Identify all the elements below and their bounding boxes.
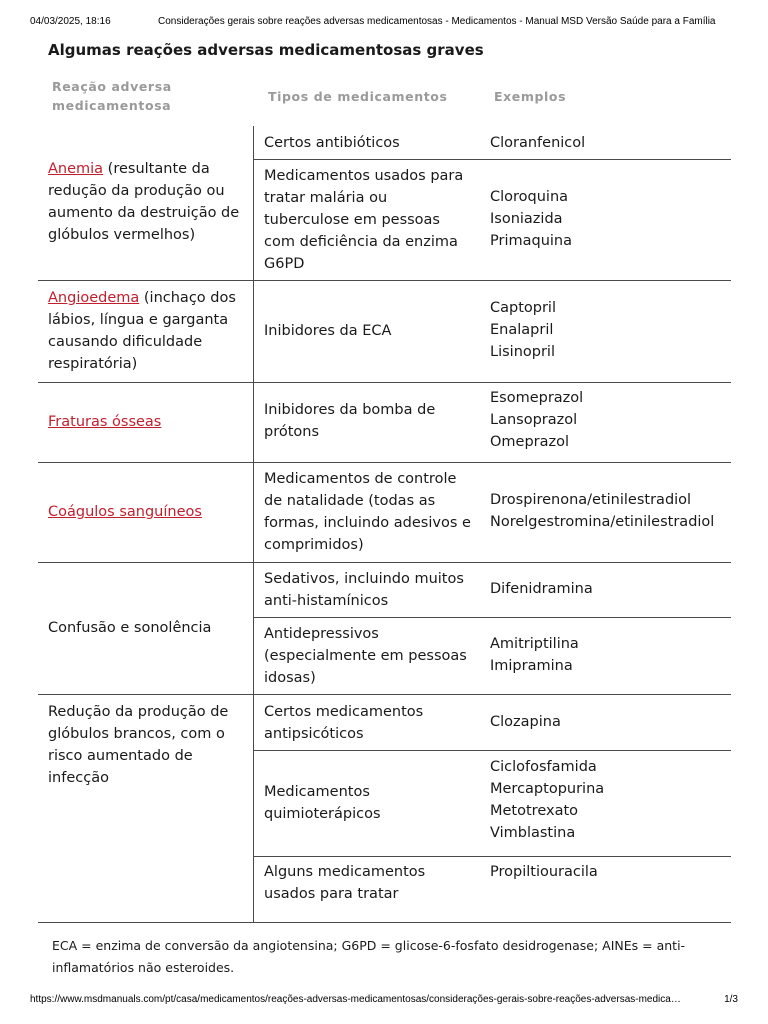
reaction-link-anemia[interactable]: Anemia bbox=[48, 161, 104, 177]
examples-cell bbox=[490, 489, 714, 533]
drug-type-cell: Inibidores da bomba de prótons bbox=[264, 402, 436, 440]
reaction-cell-fractures bbox=[48, 411, 161, 433]
examples-cell bbox=[490, 186, 572, 252]
example-drug: Imipramina bbox=[490, 658, 573, 674]
examples-cell bbox=[490, 861, 598, 883]
reaction-text: (inchaço dos bbox=[139, 290, 236, 306]
example-drug: Primaquina bbox=[490, 233, 572, 249]
column-divider bbox=[253, 126, 254, 922]
reaction-text: respiratória) bbox=[48, 356, 138, 372]
reaction-text: redução da produção ou bbox=[48, 183, 225, 199]
example-drug: Lisinopril bbox=[490, 344, 555, 360]
drug-type-cell: Medicamentos de controle de natalidade (todas as formas, incluindo adesivos e comprimidos) bbox=[264, 471, 471, 553]
examples-cell bbox=[490, 297, 556, 363]
example-drug: Clozapina bbox=[490, 714, 561, 730]
row-divider bbox=[38, 280, 731, 281]
examples-cell bbox=[490, 387, 583, 453]
examples-cell bbox=[490, 756, 604, 844]
page-number: 1/3 bbox=[724, 994, 738, 1005]
example-drug: Esomeprazol bbox=[490, 390, 584, 406]
table-bottom-border bbox=[38, 922, 731, 923]
row-divider bbox=[38, 382, 731, 383]
drug-type-cell: Sedativos, incluindo muitos anti-histamínicos bbox=[264, 571, 464, 609]
reaction-text: glóbulos vermelhos) bbox=[48, 227, 196, 243]
reaction-cell-confusion: Confusão e sonolência bbox=[48, 620, 212, 636]
example-drug: Norelgestromina/etinilestradiol bbox=[490, 514, 715, 530]
example-drug: Ciclofosfamida bbox=[490, 759, 597, 775]
reaction-text: (resultante da bbox=[103, 161, 210, 177]
example-drug: Cloranfenicol bbox=[490, 135, 586, 151]
example-drug: Captopril bbox=[490, 300, 556, 316]
drug-type-cell: Inibidores da ECA bbox=[264, 323, 392, 339]
example-drug: Difenidramina bbox=[490, 581, 593, 597]
print-header bbox=[30, 16, 734, 27]
reaction-text: lábios, língua e garganta bbox=[48, 312, 229, 328]
example-drug: Propiltiouracila bbox=[490, 864, 598, 880]
examples-cell bbox=[490, 578, 593, 600]
reaction-link-clots[interactable]: Coágulos sanguíneos bbox=[48, 504, 202, 520]
row-divider bbox=[253, 617, 731, 618]
reaction-cell-leukopenia: Redução da produção de glóbulos brancos, com o risco aumentado de infecção bbox=[48, 704, 229, 786]
reaction-link-angioedema[interactable]: Angioedema bbox=[48, 290, 140, 306]
example-drug: Mercaptopurina bbox=[490, 781, 605, 797]
example-drug: Metotrexato bbox=[490, 803, 579, 819]
drug-type-cell: Certos medicamentos antipsicóticos bbox=[264, 704, 424, 742]
drug-type-cell: Certos antibióticos bbox=[264, 135, 400, 151]
example-drug: Isoniazida bbox=[490, 211, 563, 227]
drug-type-cell: Medicamentos usados para tratar malária ou tuberculose em pessoas com deficiência da enzima G6PD bbox=[264, 168, 464, 272]
examples-cell bbox=[490, 711, 561, 733]
examples-cell bbox=[490, 633, 579, 677]
example-drug: Omeprazol bbox=[490, 434, 570, 450]
row-divider bbox=[253, 159, 731, 160]
drug-type-cell: Medicamentos quimioterápicos bbox=[264, 784, 381, 822]
table-caption: Algumas reações adversas medicamentosas graves bbox=[48, 41, 484, 59]
col-header-reaction: Reação adversa medicamentosa bbox=[52, 79, 172, 113]
print-url: https://www.msdmanuals.com/pt/casa/medicamentos/reações-adversas-medicamentosas/considerações-gerais-sobre-reações-adversas-medica… bbox=[30, 994, 681, 1005]
reaction-text: causando dificuldade bbox=[48, 334, 203, 350]
print-footer bbox=[30, 994, 738, 1005]
reaction-link-fractures[interactable]: Fraturas ósseas bbox=[48, 414, 162, 430]
col-header-examples: Exemplos bbox=[494, 89, 567, 104]
examples-cell bbox=[490, 132, 585, 154]
row-divider bbox=[253, 750, 731, 751]
example-drug: Vimblastina bbox=[490, 825, 576, 841]
row-divider bbox=[38, 562, 731, 563]
example-drug: Lansoprazol bbox=[490, 412, 578, 428]
drug-type-cell: Alguns medicamentos usados para tratar bbox=[264, 864, 426, 902]
example-drug: Enalapril bbox=[490, 322, 554, 338]
row-divider bbox=[38, 462, 731, 463]
reaction-cell-angioedema bbox=[48, 287, 248, 375]
example-drug: Cloroquina bbox=[490, 189, 569, 205]
print-page-title: Considerações gerais sobre reações adversas medicamentosas - Medicamentos - Manual MSD Versão Saúde para a Família bbox=[158, 16, 716, 27]
print-datetime: 04/03/2025, 18:16 bbox=[30, 16, 111, 27]
reaction-text: aumento da destruição de bbox=[48, 205, 240, 221]
reaction-cell-clots bbox=[48, 501, 202, 523]
row-divider bbox=[38, 694, 731, 695]
example-drug: Amitriptilina bbox=[490, 636, 579, 652]
drug-type-cell: Antidepressivos (especialmente em pessoas idosas) bbox=[264, 626, 467, 686]
example-drug: Drospirenona/etinilestradiol bbox=[490, 492, 692, 508]
row-divider bbox=[253, 856, 731, 857]
table-footnote: ECA = enzima de conversão da angiotensina; G6PD = glicose-6-fosfato desidrogenase; AINEs = anti-inflamatórios não esteroides. bbox=[52, 938, 686, 975]
col-header-types: Tipos de medicamentos bbox=[268, 89, 448, 104]
reaction-cell-anemia bbox=[48, 158, 248, 246]
